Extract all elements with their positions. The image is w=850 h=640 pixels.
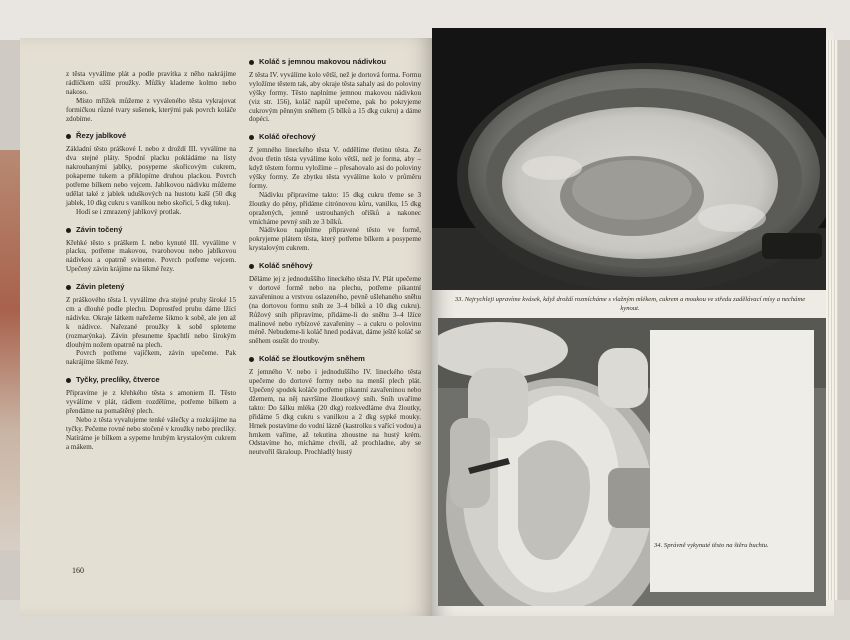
bullet-icon [66, 285, 71, 290]
recipe-heading: Tyčky, preclíky, čtverce [66, 376, 236, 385]
caption-panel [650, 330, 814, 592]
recipe-paragraph: Z těsta IV. vyválíme kolo větší, než je dortová forma. Formu vyložíme těstem tak, aby okraje těsta sahaly asi do poloviny výšky formy. Těsto naplníme jemnou makovou nádivkou (viz str. 156), koláč napůl upečeme, pak ho pokryjeme cukrovým pěnným sněhem (5 bílků a 15 dkg cukru) a dáme dopéci. [249, 70, 421, 124]
photo-dough-bowl [432, 28, 826, 290]
intro-paragraph: z těsta vyválíme plát a podle pravítka z něho nakrájíme rádlíčkem užší proužky. Můžky klademe kolmo nebo nakoso. [66, 70, 236, 96]
page-number: 160 [72, 566, 84, 575]
dough-bowl-illustration [432, 28, 826, 290]
recipe-paragraph: Povrch potřeme vajíčkem, závin upečeme. Pak nakrájíme šikmé řezy. [66, 349, 236, 367]
intro-paragraph: Místo mřížek můžeme z vyváleného těsta vykrajovat formičkou různé tvary sušenek, kterými pak povrch koláče zdobíme. [66, 96, 236, 123]
recipe-heading: Závin točený [66, 226, 236, 235]
recipe-heading: Koláč ořechový [249, 133, 421, 142]
recipe-paragraph: Nádivkou naplníme připravené těsto ve formě, pokryjeme plátem těsta, který potřeme bílkem a posypeme krystalovým cukrem. [249, 226, 421, 253]
bullet-icon [249, 357, 254, 362]
photo-caption: 34. Správně vykynuté těsto na štěru buchtu. [654, 542, 769, 549]
bullet-icon [249, 135, 254, 140]
bullet-icon [66, 228, 71, 233]
recipe-paragraph: Křehké těsto s práškem I. nebo kynuté III. vyválíme v placku, potřeme makovou, tvarohovou nebo jablkovou nádivkou a opatrně svineme. Povrch potřeme vejcem. Upečený závin krájíme na šikmé řezy. [66, 238, 236, 274]
recipe-heading: Závin pletený [66, 283, 236, 292]
recipe-paragraph: Děláme jej z jednoduššího lineckého těsta IV. Plát upečeme v dortové formě nebo na plechu, potřeme pikantní zavařeninou a vrstvou oslazeného, pevně ušlehaného sněhu (na dortovou formu sníh ze 3–4 bílků a 10 dkg cukru). Růžový sníh připravíme, přidáme-li do sněhu 3–4 lžíce malinové nebo rybízové zavařeniny – a cukru o polovinu méně. Nebudeme-li koláč hned podávat, dáme ještě koláč se sněhem osušit do trouby. [249, 275, 421, 346]
photo-caption: 33. Nejrychleji upravíme kvásek, když droždí rozmícháme s vlažným mlékem, cukrem a moukou ve středu zadělávací mísy a necháme kynout. [454, 296, 806, 312]
recipe-paragraph: Z práškového těsta I. vyválíme dva stejné pruhy široké 15 cm a dlouhé podle plechu. Doprostřed pruhu dáme lžící nádivku. Okraje látkem nařežeme šikmo k sobě, ale jen až k nádivce. Nařezané proužky k sobě spleteme (rozmarýnka). Závin přesuneme špachtlí nebo širokým dlouhým nožem opatrně na plech. [66, 296, 236, 349]
recipe-paragraph: Z jemného lineckého těsta V. oddělíme třetinu těsta. Ze dvou třetin těsta vyválíme kolo větší, než je forma, aby – když těstem formu vyložíme – přesahovalo asi do poloviny výšky formy. Ze zbytku těsta vyválíme kolo v průměru formy. [249, 146, 421, 190]
recipe-paragraph: Hodí se i zmrazený jablkový protlak. [76, 207, 182, 216]
bullet-icon [66, 378, 71, 383]
left-text-column [66, 70, 236, 590]
page-stack-edge [826, 40, 838, 600]
recipe-paragraph: Nebo z těsta vyvalujeme tenké válečky a rozkrájíme na tyčky. Pečeme rovné nebo stočené v kroužky nebo preclíky. Natíráme je bílkem a sypeme hrubým krystalovým cukrem a mákem. [66, 415, 236, 451]
bullet-icon [249, 60, 254, 65]
recipe-heading: Koláč s jemnou makovou nádivkou [249, 58, 421, 67]
recipe-paragraph: Nádivku připravíme takto: 15 dkg cukru třeme se 3 žloutky do pěny, přidáme citrónovou kůru, vanilku, 15 dkg opražených, jemně ustrouhaných ořišků a nakonec vmícháme pevný sníh ze 3 bílků. [249, 190, 421, 226]
recipe-heading: Koláč se žloutkovým sněhem [249, 355, 421, 364]
bullet-icon [66, 134, 71, 139]
right-text-column [249, 58, 421, 588]
bullet-icon [249, 264, 254, 269]
recipe-paragraph: Připravíme je z křehkého těsta s amoniem II. Těsto vyválíme v plát, rádlem rozdělíme, potřeme bílkem a přendáme na pomaštěný plech. [66, 389, 236, 415]
book-cover-edge [0, 150, 22, 550]
recipe-paragraph: Z jemného V. nebo i jednoduššího IV. lineckého těsta upečeme do dortové formy nebo na menší plech plát. Upečený spodek koláče potřeme pikantní zavařeninou nebo džemem, na něj navršíme žloutkový sníh. Sníh uvaříme takto: Do šálku mléka (20 dkg) rozkvedláme dva žloutky, přidáme 5 dkg cukru s vanilkou a 2 dkg sypké mouky. Hrnek postavíme do vodní lázně (kastrolku s vařící vodou) a hrnkem vaříme, až tekutina zhoustne na hustý krém. Odstavíme ho, mícháme chvíli, až prochladne, aby se neutvořil škraloup. Prochladlý hustý [249, 368, 421, 457]
recipe-paragraph: Základní těsto práškové I. nebo z droždí III. vyválíme na dva stejné pláty. Spodní placku pokládáme na listy nakrouhanými jablky, posypeme skořicovým cukrem, pokapeme tukem a přiklopíme druhou plackou. Povrch potřeme bílkem nebo vejcem. Jablkovou nádivku můžeme udělat také z jablek uduškových na hustotu kaší (50 dkg jablek, 10 dkg cukru s vanilkou nebo skořicí, 5 dkg tuku). [66, 145, 236, 207]
recipe-heading: Koláč sněhový [249, 262, 421, 271]
recipe-heading: Řezy jablkové [66, 132, 236, 141]
